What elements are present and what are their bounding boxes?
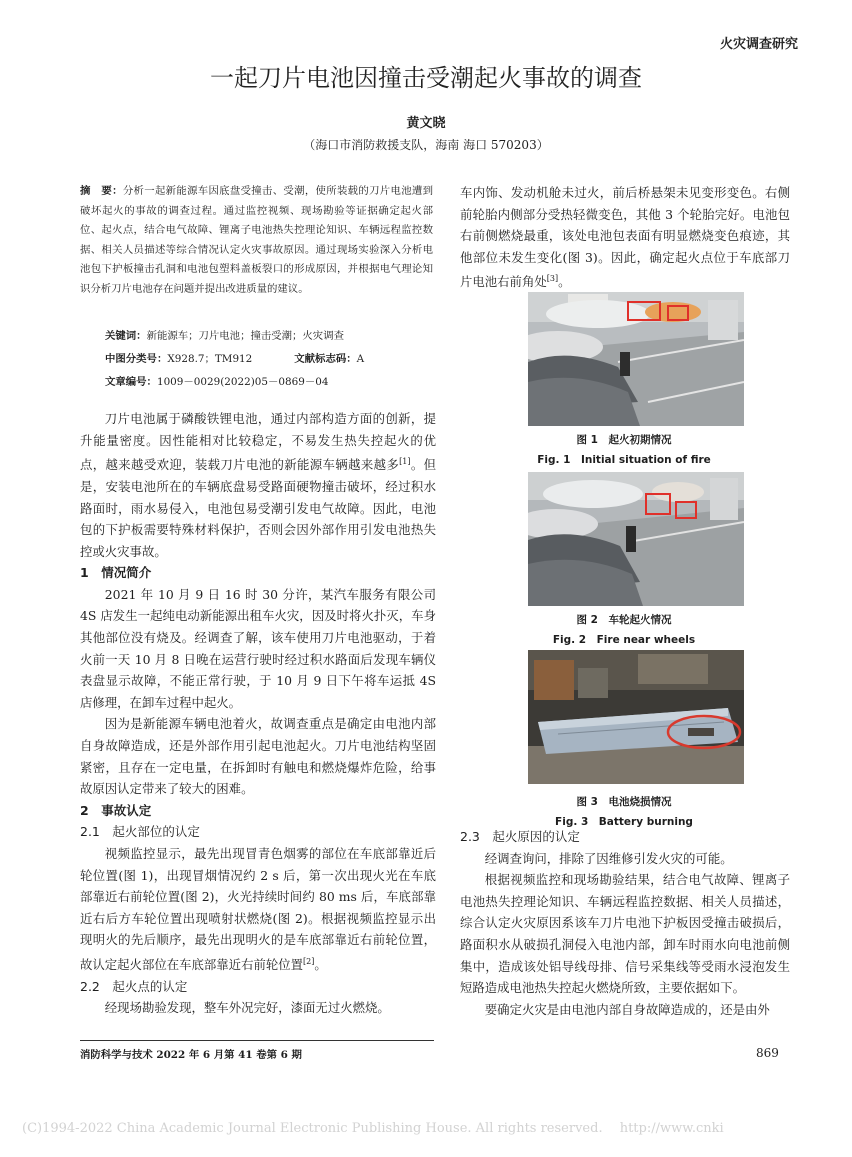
s2-2-paragraph: 经现场勘验发现，整车外况完好，漆面无过火燃烧。 <box>104 1000 390 1016</box>
s2-3-paragraph-3: 要确定火灾是由电池内部自身故障造成的，还是由外 <box>484 1001 770 1017</box>
s2-1-text-a: 视频监控显示，最先出现冒青色烟雾的部位在车底部靠近后轮位置(图 1)，出现冒烟情况约 2 s 后，第一次出现火光在车底部靠近右前轮位置(图 2)，火光持续时间约 80 ms 后，车底部靠近右后方车轮位置出现喷射状燃烧(图 2)。根据视频监控显示出现明火的先后顺序，最先出现明火的是车底部靠近右前轮位置，故认定起火部位在车底部靠近右前轮位置 <box>80 846 436 973</box>
intro-text-b: 。但是，安装电池所在的车辆底盘易受路面硬物撞击破坏，经过积水路面时，雨水易侵入，电池包易受潮引发电气故障。因此，电池包的下护板需要特殊材料保护，否则会因外部作用引发电池热失控或火灾事故。 <box>80 457 437 559</box>
intro-paragraph <box>80 408 436 562</box>
section-2-3-heading: 2.3 起火原因的认定 <box>460 829 580 844</box>
abstract-label: 摘 要： <box>80 185 123 197</box>
author-name: 黄文晓 <box>406 116 446 131</box>
classification <box>105 350 364 365</box>
figure-3-photo <box>528 650 744 784</box>
intro-text-a: 刀片电池属于磷酸铁锂电池，通过内部构造方面的创新，提升能量密度。因性能相对比较稳定，不易发生热失控起火的优点，越来越受欢迎，装载刀片电池的新能源车辆越来越多 <box>80 411 436 473</box>
right-column-top <box>460 182 790 293</box>
article-number-text: 1009－0029(2022)05－0869－04 <box>156 376 329 388</box>
figure-2-photo <box>528 472 744 606</box>
keywords-label: 关键词： <box>105 330 147 342</box>
section-1-heading: 1 情况简介 <box>80 565 152 581</box>
paper-title: 一起刀片电池因撞击受潮起火事故的调查 <box>210 64 642 92</box>
continuation-paragraph <box>460 182 790 293</box>
s2-1-text-b: 。 <box>314 957 327 973</box>
page-number: 869 <box>756 1046 779 1060</box>
copyright-watermark: (C)1994-2022 China Academic Journal Electronic Publishing House. All rights reserved. http://www.cnki <box>22 1121 724 1136</box>
doc-code-label: 文献标志码： <box>294 353 357 365</box>
right-column-bottom <box>460 826 790 1020</box>
classification-text: X928.7；TM912 <box>167 353 253 365</box>
continuation-text-b: 。 <box>558 274 571 290</box>
s1-paragraph-2: 因为是新能源车辆电池着火，故调查重点是确定由电池内部自身故障造成，还是外部作用引起电池起火。刀片电池结构坚固紧密，且存在一定电量，在拆卸时有触电和燃烧爆炸危险，给事故原因认定带来了较大的困难。 <box>80 716 436 797</box>
footer-rule <box>80 1040 434 1041</box>
keywords <box>105 327 344 342</box>
figure-1-photo <box>528 292 744 426</box>
continuation-text-a: 车内饰、发动机舱未过火，前后桥悬架未见变形变色。右侧前轮胎内侧部分受热轻微变色，其他 3 个轮胎完好。电池包右前侧燃烧最重，该处电池包表面有明显燃烧变色痕迹，其他部位未发生变化(图 3)。因此，确定起火点位于车底部刀片电池右前角处 <box>460 185 790 290</box>
ref-2: [2] <box>303 956 315 966</box>
left-column <box>80 408 436 1019</box>
abstract-text: 分析一起新能源车因底盘受撞击、受潮，使所装载的刀片电池遭到破坏起火的事故的调查过程。通过监控视频、现场勘验等证据确定起火部位、起火点，结合电气故障、锂离子电池热失控理论知识、车辆远程监控数据、相关人员描述等综合情况认定火灾事故原因。通过现场实验深入分析电池包下护板撞击孔洞和电池包塑料盖板裂口的形成原因，并根据电气理论知识分析刀片电池存在问题并提出改进质量的建议。 <box>80 185 433 295</box>
article-number <box>105 373 328 388</box>
ref-1: [1] <box>399 457 411 467</box>
s2-1-paragraph <box>80 843 436 976</box>
keywords-text: 新能源车；刀片电池；撞击受潮；火灾调查 <box>146 330 344 342</box>
section-2-2-heading: 2.2 起火点的认定 <box>80 978 188 994</box>
s2-3-paragraph-1: 经调查询问，排除了因维修引发火灾的可能。 <box>484 850 733 866</box>
s1-paragraph-1: 2021 年 10 月 9 日 16 时 30 分许，某汽车服务有限公司 4S 店发生一起纯电动新能源出租车火灾，因及时将火扑灭，车身其他部位没有烧及。经调查了解，该车使用刀片电池驱动，于着火前一天 10 月 8 日晚在运营行驶时经过积水路面后发现车辆仪表盘显示故障，不能正常行驶，于 10 月 9 日下午将车运抵 4S 店修理，在卸车过程中起火。 <box>80 586 436 710</box>
doc-code: A <box>356 353 365 365</box>
section-tag: 火灾调查研究 <box>719 37 798 52</box>
section-2-1-heading: 2.1 起火部位的认定 <box>80 824 200 840</box>
figure-3-caption-cn: 图 3 电池烧损情况 <box>576 796 672 808</box>
author-affiliation: （海口市消防救援支队，海南 海口 570203） <box>303 138 549 152</box>
figure-1-caption-en: Fig. 1 Initial situation of fire <box>537 454 711 466</box>
figure-2-caption-cn: 图 2 车轮起火情况 <box>576 614 672 626</box>
figure-2-caption-en: Fig. 2 Fire near wheels <box>552 634 696 646</box>
s2-3-paragraph-2: 根据视频监控和现场勘验结果，结合电气故障、锂离子电池热失控理论知识、车辆远程监控数据、相关人员描述，综合认定火灾原因系该车刀片电池下护板因受撞击破损后，路面积水从破损孔洞侵入电池内部，卸车时雨水向电池前侧集中，造成该处铝导线母排、信号采集线等受雨水浸泡发生短路造成电池热失控起火燃烧所致，主要依据如下。 <box>460 872 790 996</box>
article-number-label: 文章编号： <box>105 376 157 388</box>
journal-footer: 消防科学与技术 2022 年 6 月第 41 卷第 6 期 <box>80 1049 302 1061</box>
section-2-heading: 2 事故认定 <box>80 802 152 818</box>
ref-3: [3] <box>546 274 559 284</box>
abstract <box>80 182 433 299</box>
figure-3-caption-en: Fig. 3 Battery burning <box>555 816 693 828</box>
figure-1-caption-cn: 图 1 起火初期情况 <box>576 434 672 446</box>
classification-label: 中图分类号： <box>105 353 168 365</box>
